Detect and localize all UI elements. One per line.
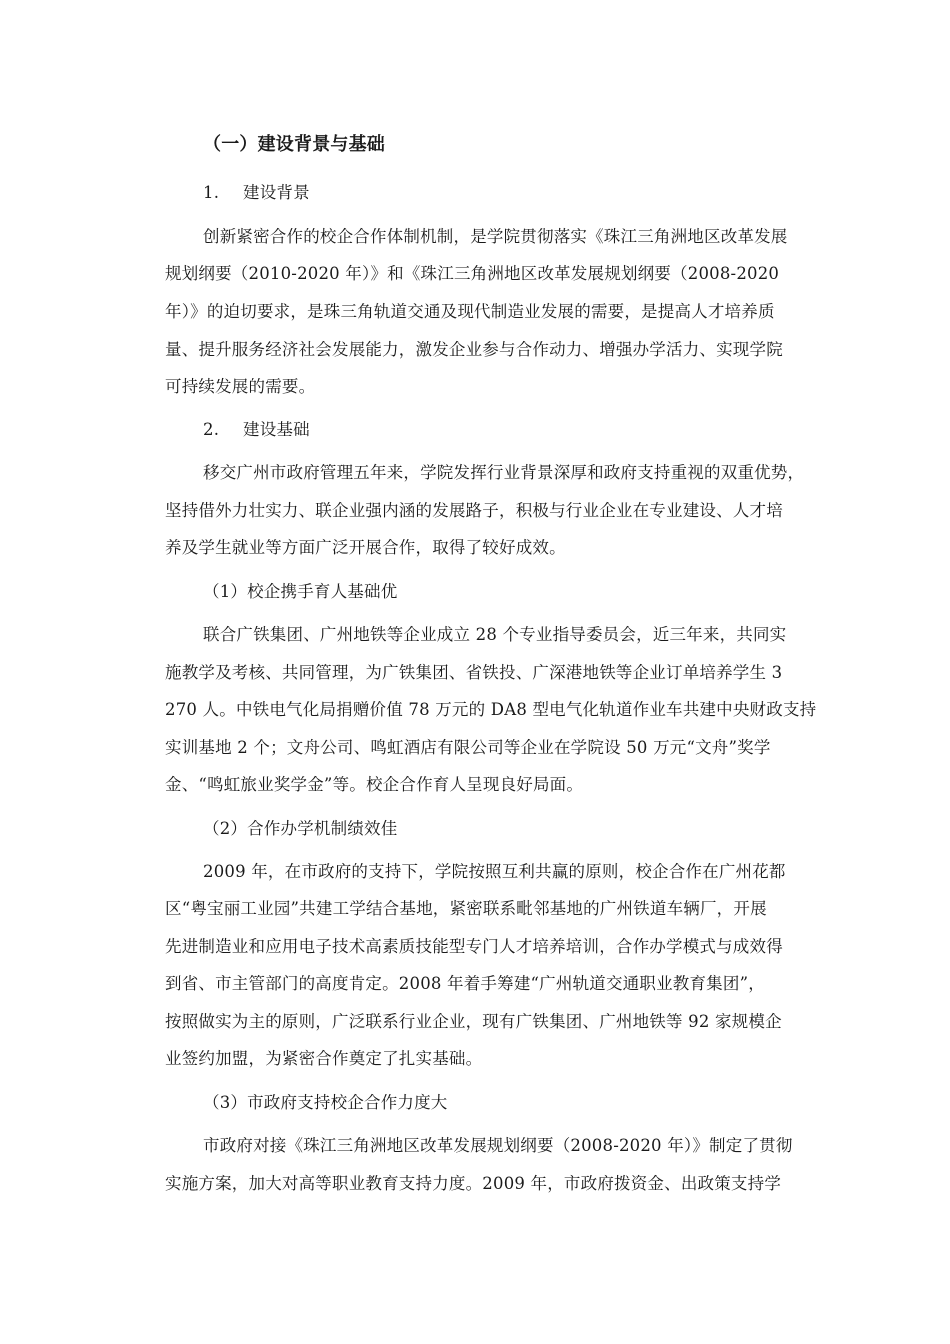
paragraph-line: 市政府对接《珠江三角洲地区改革发展规划纲要（2008-2020 年）》制定了贯彻 (203, 1136, 793, 1155)
section-heading: （一）建设背景与基础 (203, 134, 385, 155)
item-title: （2）合作办学机制绩效佳 (203, 819, 398, 838)
paragraph-line: 创新紧密合作的校企合作体制机制，是学院贯彻落实《珠江三角洲地区改革发展 (203, 227, 788, 246)
subsection-title: 建设基础 (243, 420, 310, 439)
paragraph-line: 按照做实为主的原则，广泛联系行业企业，现有广铁集团、广州地铁等 92 家规模企 (165, 1012, 782, 1031)
subsection-title-background (203, 181, 310, 205)
paragraph-line: 实训基地 2 个；文舟公司、鸣虹酒店有限公司等企业在学院设 50 万元“文舟”奖学 (165, 738, 771, 757)
subsection-number: 2. (203, 420, 220, 439)
paragraph-line: 270 人。中铁电气化局捐赠价值 78 万元的 DA8 型电气化轨道作业车共建中央财政支持 (165, 700, 817, 719)
paragraph-line: 先进制造业和应用电子技术高素质技能型专门人才培养培训，合作办学模式与成效得 (165, 937, 783, 956)
subsection-title: 建设背景 (243, 183, 310, 202)
paragraph-line: 养及学生就业等方面广泛开展合作，取得了较好成效。 (165, 538, 566, 557)
paragraph-line: 可持续发展的需要。 (165, 377, 316, 396)
paragraph-line: 联合广铁集团、广州地铁等企业成立 28 个专业指导委员会，近三年来，共同实 (203, 625, 787, 644)
paragraph-line: 规划纲要（2010-2020 年）》和《珠江三角洲地区改革发展规划纲要（2008-2020 (165, 264, 780, 283)
paragraph-line: 金、“鸣虹旅业奖学金”等。校企合作育人呈现良好局面。 (165, 775, 584, 794)
paragraph-line: 年）》的迫切要求，是珠三角轨道交通及现代制造业发展的需要，是提高人才培养质 (165, 302, 775, 321)
subsection-title-foundation (203, 418, 310, 442)
paragraph-line: 区“粤宝丽工业园”共建工学结合基地，紧密联系毗邻基地的广州铁道车辆厂，开展 (165, 899, 767, 918)
paragraph-line: 2009 年，在市政府的支持下，学院按照互利共赢的原则，校企合作在广州花都 (203, 862, 786, 881)
paragraph-line: 坚持借外力壮实力、联企业强内涵的发展路子，积极与行业企业在专业建设、人才培 (165, 501, 783, 520)
subsection-number: 1. (203, 183, 220, 202)
paragraph-line: 业签约加盟，为紧密合作奠定了扎实基础。 (165, 1049, 483, 1068)
paragraph-line: 实施方案，加大对高等职业教育支持力度。2009 年，市政府拨资金、出政策支持学 (165, 1174, 782, 1193)
paragraph-line: 移交广州市政府管理五年来，学院发挥行业背景深厚和政府支持重视的双重优势， (203, 463, 805, 482)
item-title: （1）校企携手育人基础优 (203, 582, 398, 601)
paragraph-line: 到省、市主管部门的高度肯定。2008 年着手筹建“广州轨道交通职业教育集团”， (165, 974, 765, 993)
item-title: （3）市政府支持校企合作力度大 (203, 1093, 448, 1112)
paragraph-line: 施教学及考核、共同管理，为广铁集团、省铁投、广深港地铁等企业订单培养学生 3 (165, 663, 783, 682)
paragraph-line: 量、提升服务经济社会发展能力，激发企业参与合作动力、增强办学活力、实现学院 (165, 340, 783, 359)
